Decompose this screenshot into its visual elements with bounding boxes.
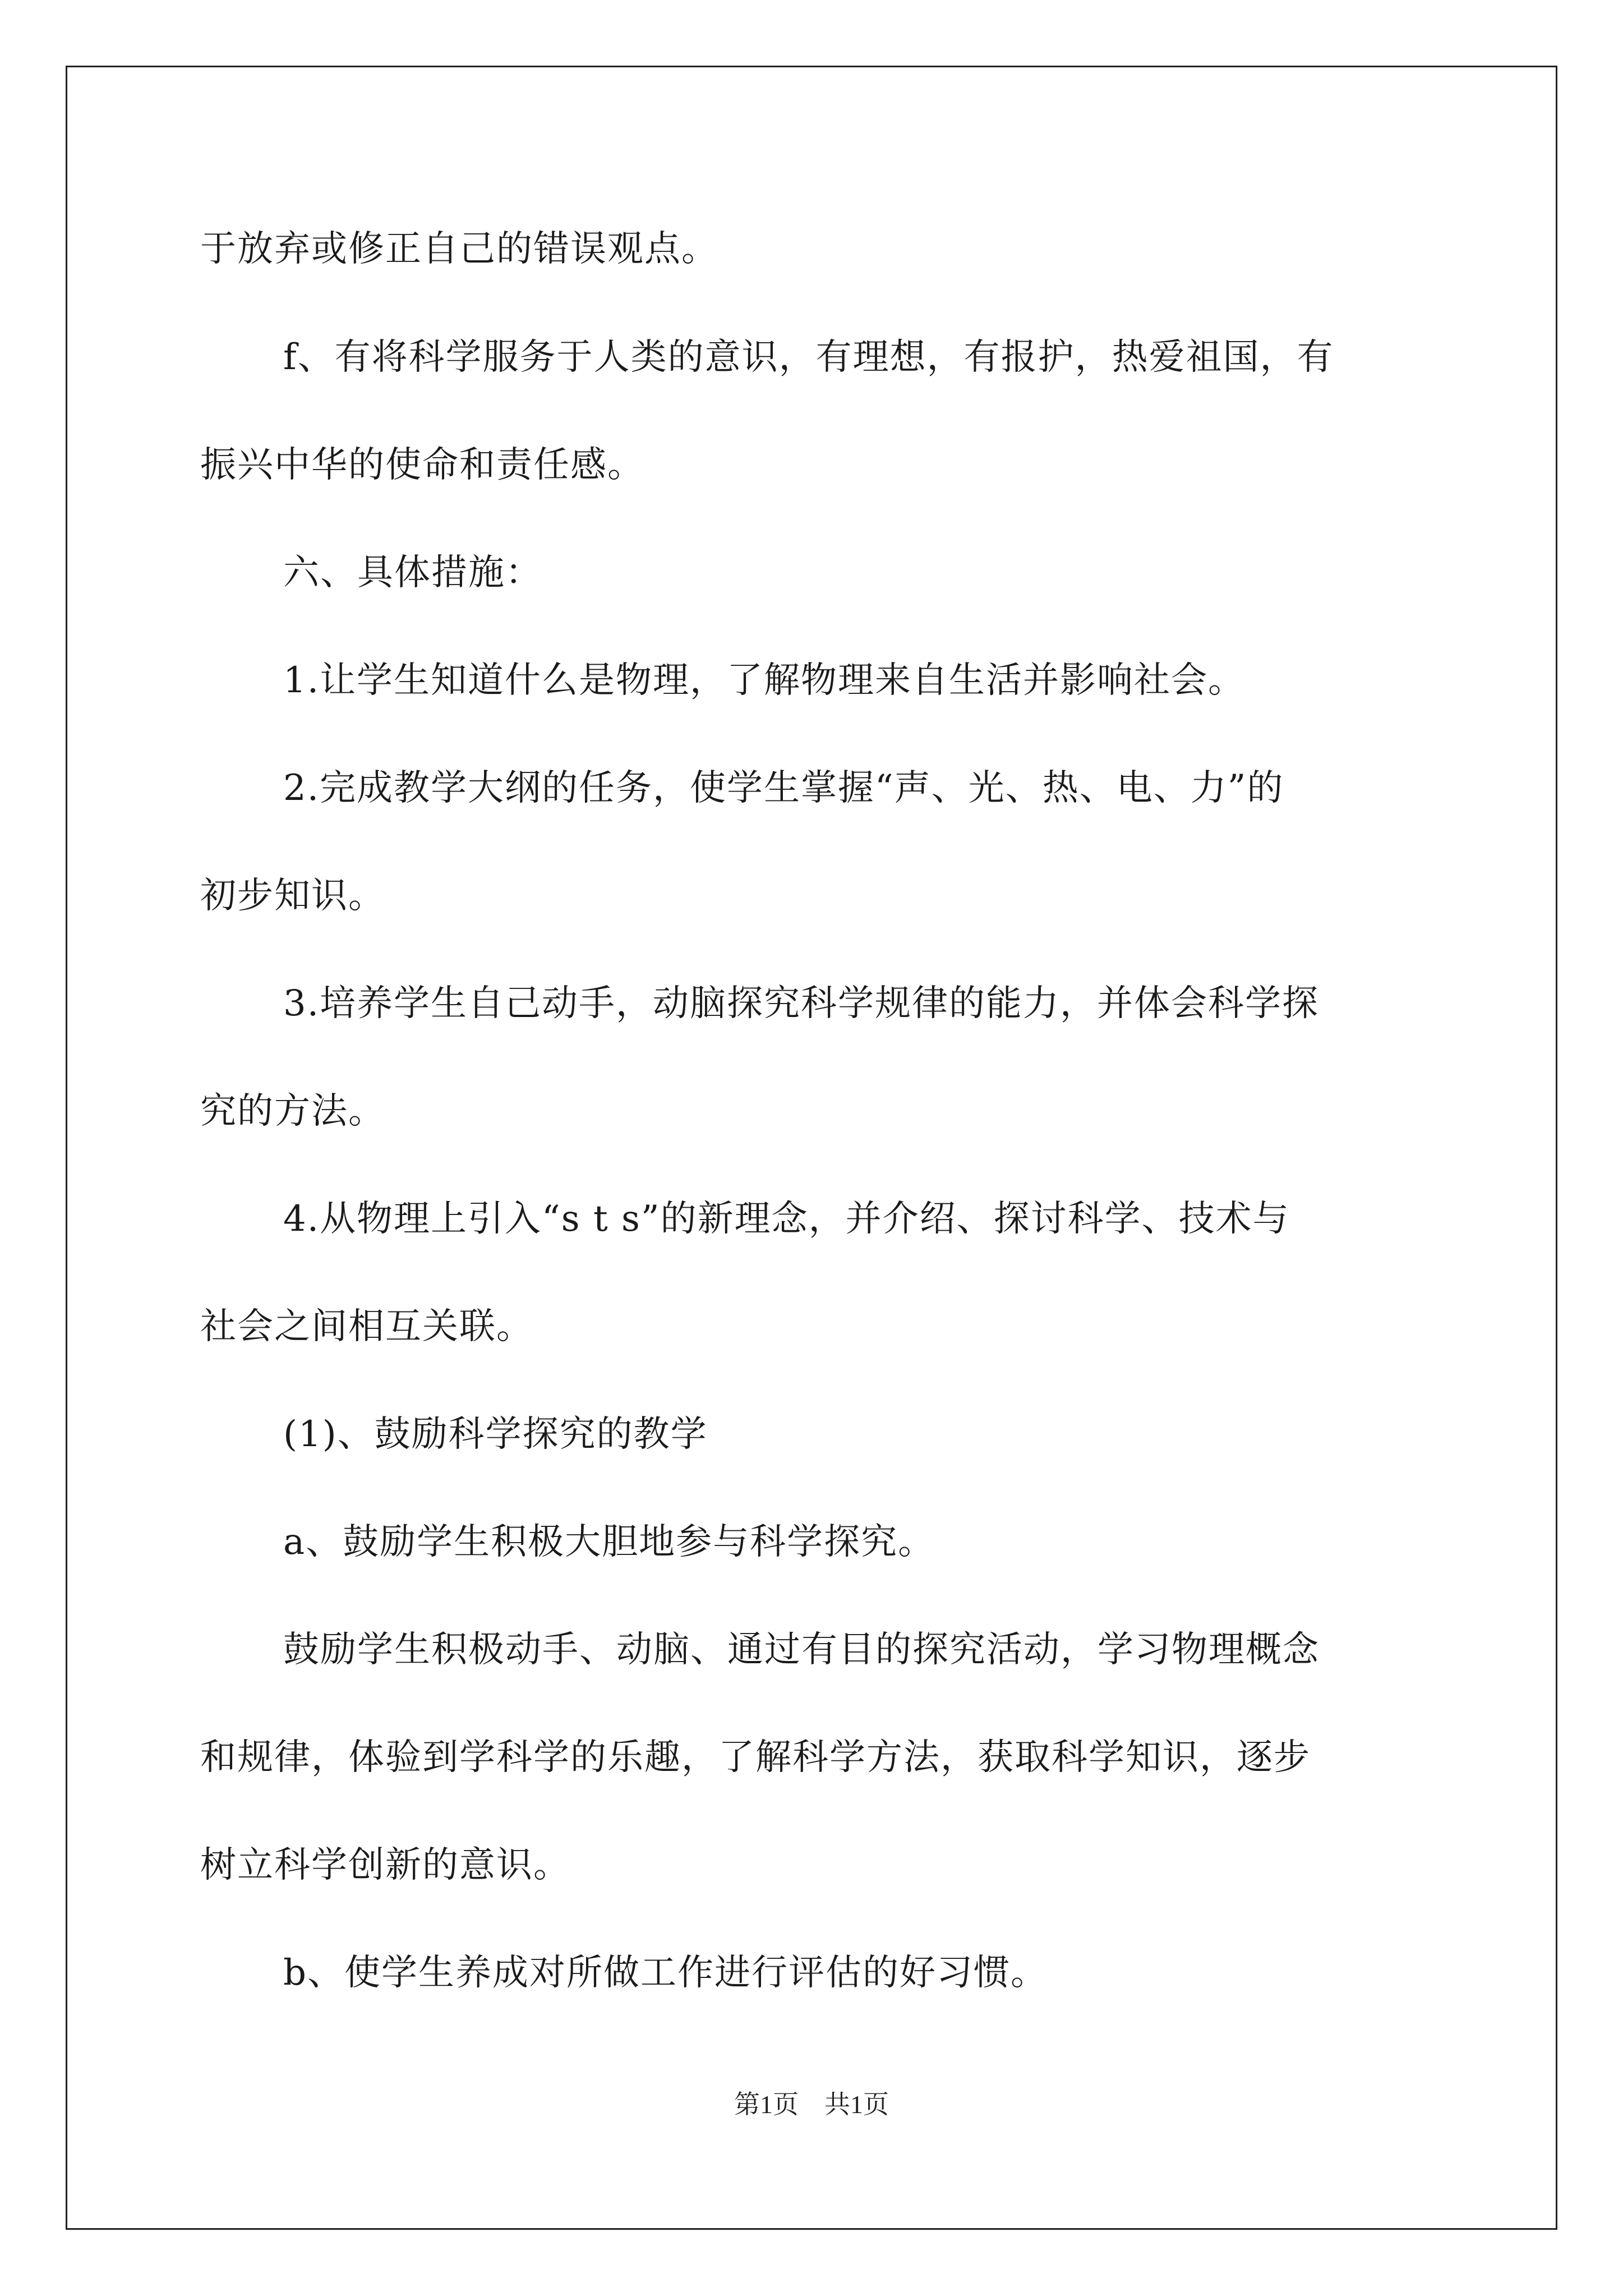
text-line: 社会之间相互关联。: [200, 1306, 533, 1347]
text-line: 振兴中华的使命和责任感。: [200, 444, 644, 486]
text-line: 1.让学生知道什么是物理，了解物理来自生活并影响社会。: [283, 660, 1246, 701]
text-line: 3.培养学生自己动手，动脑探究科学规律的能力，并体会科学探: [283, 983, 1320, 1024]
text-line: 究的方法。: [200, 1091, 385, 1132]
text-line: a、鼓励学生积极大胆地参与科学探究。: [283, 1521, 935, 1563]
text-line: 4.从物理上引入“s t s”的新理念，并介绍、探讨科学、技术与: [283, 1198, 1290, 1240]
text-line: b、使学生养成对所做工作进行评估的好习惯。: [283, 1952, 1048, 1994]
page-border: [66, 66, 1557, 2230]
subsection-heading: (1)、鼓励科学探究的教学: [283, 1414, 708, 1455]
text-line: 树立科学创新的意识。: [200, 1844, 570, 1886]
text-line: 于放弃或修正自己的错误观点。: [200, 228, 718, 270]
text-line: 初步知识。: [200, 875, 385, 917]
text-line: 2.完成教学大纲的任务，使学生掌握“声、光、热、电、力”的: [283, 767, 1284, 809]
text-line: 鼓励学生积极动手、动脑、通过有目的探究活动，学习物理概念: [283, 1629, 1320, 1671]
text-line: 和规律，体验到学科学的乐趣，了解科学方法，获取科学知识，逐步: [200, 1737, 1311, 1778]
page-number: 第1页 共1页: [734, 2090, 889, 2119]
section-heading: 六、具体措施：: [283, 552, 542, 593]
text-line: f、有将科学服务于人类的意识，有理想，有报护，热爱祖国，有: [283, 337, 1334, 378]
